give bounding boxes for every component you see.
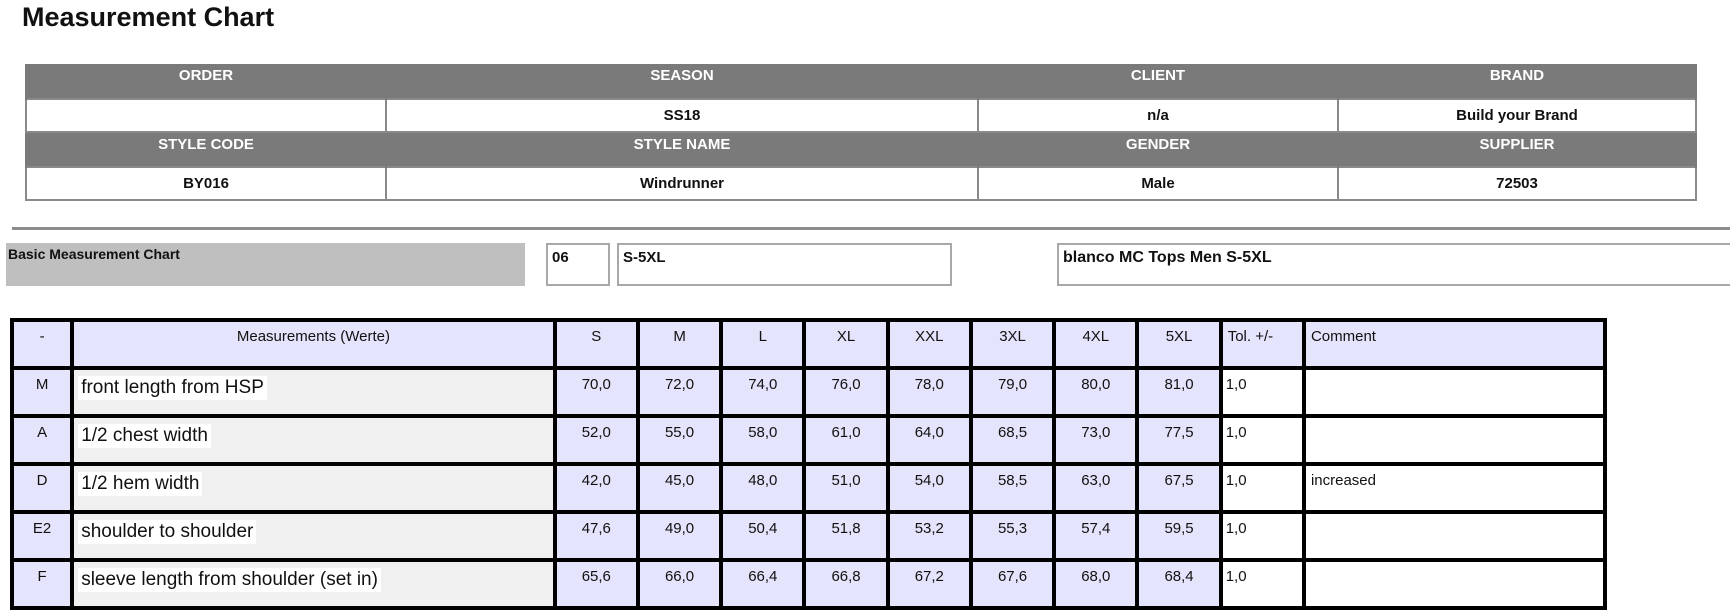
size-l-header: L [721, 320, 804, 368]
measurement-value: 47,6 [555, 512, 638, 560]
measurement-value: 79,0 [971, 368, 1054, 416]
measurement-name: shoulder to shoulder [78, 520, 256, 544]
measurement-name: sleeve length from shoulder (set in) [78, 568, 381, 592]
measurement-header-row [12, 320, 1605, 368]
style-code-header: STYLE CODE [26, 132, 386, 167]
order-header: ORDER [26, 64, 386, 99]
measurement-value: 80,0 [1054, 368, 1137, 416]
size-5xl-header: 5XL [1137, 320, 1220, 368]
section-divider [12, 227, 1730, 230]
measurement-code: D [12, 464, 72, 512]
measurement-value: 78,0 [888, 368, 971, 416]
measurement-value: 49,0 [638, 512, 721, 560]
measurement-value: 50,4 [721, 512, 804, 560]
gender-value: Male [978, 167, 1338, 200]
table-row [12, 368, 1605, 416]
measurement-value: 66,0 [638, 560, 721, 608]
size-s-header: S [555, 320, 638, 368]
gender-header: GENDER [978, 132, 1338, 167]
measurement-value: 57,4 [1054, 512, 1137, 560]
measurement-code: F [12, 560, 72, 608]
info-header-row-1 [26, 64, 1696, 99]
brand-header: BRAND [1338, 64, 1696, 99]
measurement-value: 54,0 [888, 464, 971, 512]
measurement-value: 63,0 [1054, 464, 1137, 512]
measurement-value: 52,0 [555, 416, 638, 464]
info-value-row-1 [26, 99, 1696, 132]
measurement-value: 61,0 [804, 416, 887, 464]
season-value: SS18 [386, 99, 978, 132]
size-xxl-header: XXL [888, 320, 971, 368]
tolerance-header: Tol. +/- [1221, 320, 1304, 368]
table-row [12, 416, 1605, 464]
tolerance-value: 1,0 [1221, 368, 1304, 416]
tolerance-value: 1,0 [1221, 416, 1304, 464]
measurement-value: 72,0 [638, 368, 721, 416]
comment-value: increased [1304, 464, 1605, 512]
measurement-value: 74,0 [721, 368, 804, 416]
measurement-value: 68,4 [1137, 560, 1220, 608]
client-header: CLIENT [978, 64, 1338, 99]
measurement-value: 53,2 [888, 512, 971, 560]
comment-value [1304, 368, 1605, 416]
size-4xl-header: 4XL [1054, 320, 1137, 368]
style-info-table [25, 64, 1697, 201]
measurement-value: 67,6 [971, 560, 1054, 608]
measurement-value: 68,5 [971, 416, 1054, 464]
comment-value [1304, 512, 1605, 560]
measurement-rows [12, 368, 1605, 608]
measurement-value: 65,6 [555, 560, 638, 608]
measurement-value: 58,5 [971, 464, 1054, 512]
info-header-row-2 [26, 132, 1696, 167]
measurement-value: 58,0 [721, 416, 804, 464]
measurement-value: 64,0 [888, 416, 971, 464]
measurement-code: A [12, 416, 72, 464]
order-value [26, 99, 386, 132]
comment-value [1304, 560, 1605, 608]
measurement-value: 81,0 [1137, 368, 1220, 416]
measurement-name-cell [72, 464, 555, 512]
measurement-value: 70,0 [555, 368, 638, 416]
tolerance-value: 1,0 [1221, 464, 1304, 512]
size-m-header: M [638, 320, 721, 368]
measurement-value: 67,2 [888, 560, 971, 608]
measurement-value: 73,0 [1054, 416, 1137, 464]
measurement-column-header: Measurements (Werte) [72, 320, 555, 368]
measurement-name: 1/2 chest width [78, 424, 211, 448]
measurement-value: 45,0 [638, 464, 721, 512]
comment-value [1304, 416, 1605, 464]
style-name-value: Windrunner [386, 167, 978, 200]
measurement-value: 55,3 [971, 512, 1054, 560]
season-header: SEASON [386, 64, 978, 99]
style-code-value: BY016 [26, 167, 386, 200]
size-range-field: S-5XL [617, 243, 952, 286]
supplier-value: 72503 [1338, 167, 1696, 200]
measurement-value: 67,5 [1137, 464, 1220, 512]
client-value: n/a [978, 99, 1338, 132]
measurement-name-cell [72, 368, 555, 416]
measurement-name: front length from HSP [78, 376, 267, 400]
measurement-value: 51,8 [804, 512, 887, 560]
size-3xl-header: 3XL [971, 320, 1054, 368]
supplier-header: SUPPLIER [1338, 132, 1696, 167]
info-value-row-2 [26, 167, 1696, 200]
brand-value: Build your Brand [1338, 99, 1696, 132]
code-column-header: - [12, 320, 72, 368]
chart-code-field: 06 [546, 243, 610, 286]
measurement-value: 68,0 [1054, 560, 1137, 608]
comment-header: Comment [1304, 320, 1605, 368]
measurement-value: 48,0 [721, 464, 804, 512]
measurement-value: 55,0 [638, 416, 721, 464]
chart-description-field: blanco MC Tops Men S-5XL [1057, 243, 1730, 286]
page-title: Measurement Chart [22, 2, 275, 32]
measurement-value: 66,4 [721, 560, 804, 608]
measurement-name-cell [72, 512, 555, 560]
table-row [12, 464, 1605, 512]
measurement-value: 76,0 [804, 368, 887, 416]
style-name-header: STYLE NAME [386, 132, 978, 167]
measurement-value: 42,0 [555, 464, 638, 512]
measurement-value: 59,5 [1137, 512, 1220, 560]
tolerance-value: 1,0 [1221, 560, 1304, 608]
measurement-value: 66,8 [804, 560, 887, 608]
measurement-name: 1/2 hem width [78, 472, 202, 496]
measurement-code: M [12, 368, 72, 416]
measurement-name-cell [72, 560, 555, 608]
measurement-name-cell [72, 416, 555, 464]
measurement-code: E2 [12, 512, 72, 560]
table-row [12, 560, 1605, 608]
measurement-table [10, 318, 1607, 610]
table-row [12, 512, 1605, 560]
basic-chart-label: Basic Measurement Chart [6, 243, 525, 286]
measurement-value: 77,5 [1137, 416, 1220, 464]
tolerance-value: 1,0 [1221, 512, 1304, 560]
measurement-value: 51,0 [804, 464, 887, 512]
size-xl-header: XL [804, 320, 887, 368]
